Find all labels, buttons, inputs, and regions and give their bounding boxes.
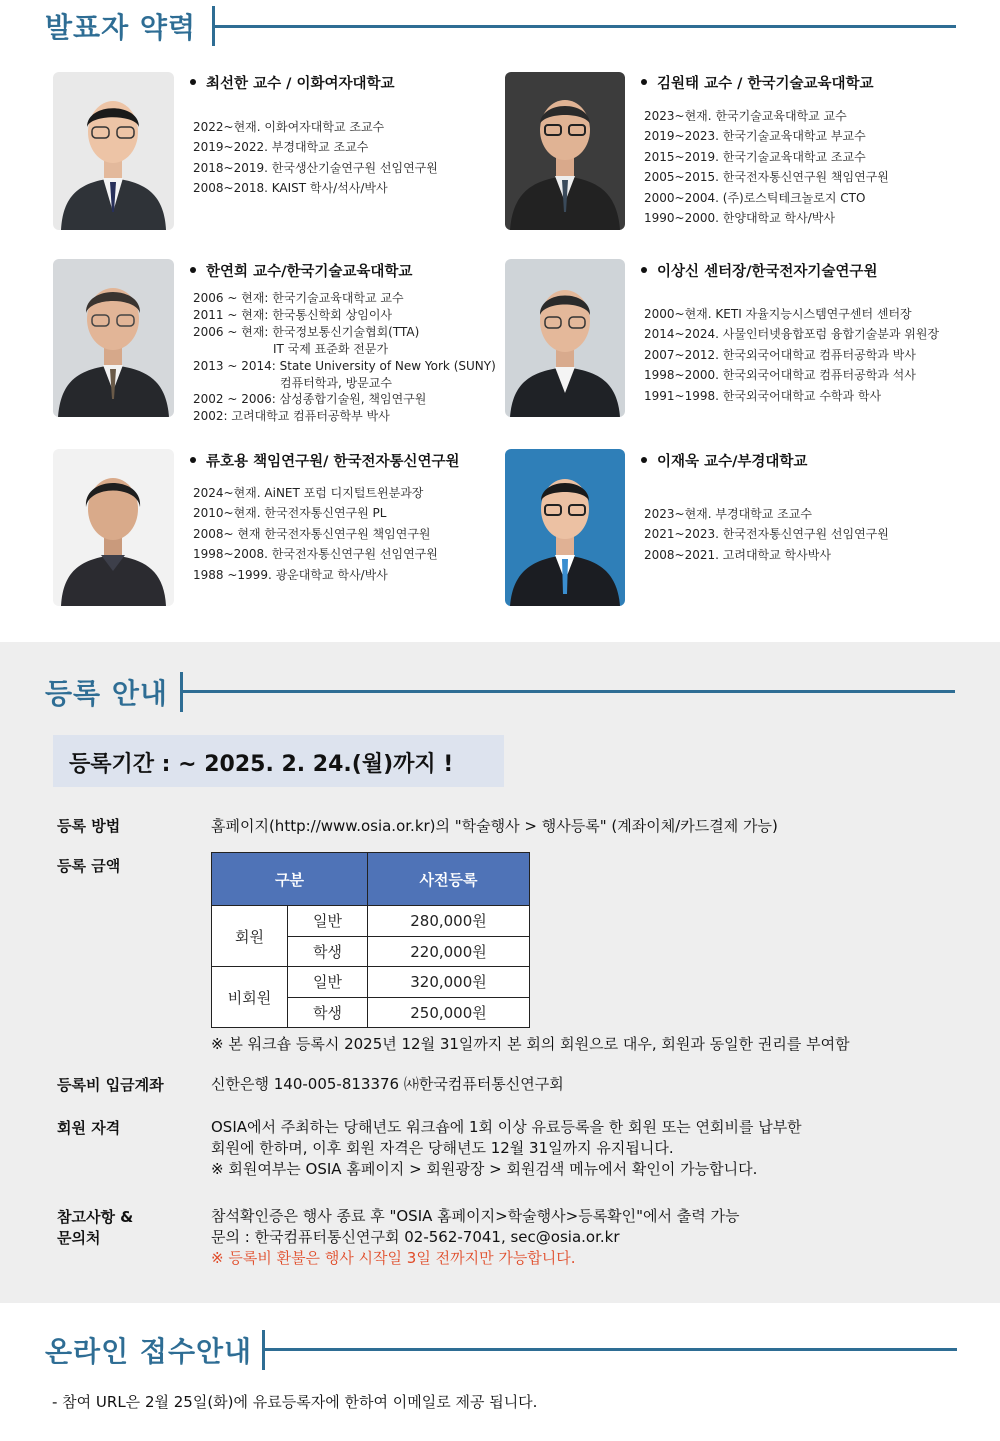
member-label: 회원 자격 xyxy=(57,1119,121,1137)
account-value: 신한은행 140-005-813376 ㈔한국컴퓨터통신연구회 xyxy=(211,1075,564,1093)
fee-table xyxy=(211,852,530,1028)
history-line: 2006 ~ 현재: 한국기술교육대학교 교수 xyxy=(193,291,404,305)
fee-type: 학생 xyxy=(288,997,368,1028)
speaker-history-3 xyxy=(193,290,496,425)
speaker-name-6: 이재욱 교수/부경대학교 xyxy=(641,450,807,471)
fee-price: 220,000원 xyxy=(368,936,530,967)
speaker-photo-4 xyxy=(505,259,625,417)
refund-warning: ※ 등록비 환불은 행사 시작일 3일 전까지만 가능합니다. xyxy=(211,1249,576,1267)
history-line: 2022~현재. 이화여자대학교 조교수 xyxy=(193,120,385,134)
speaker-name-5: 류호용 책임연구원/ 한국전자통신연구원 xyxy=(190,450,460,471)
reference-label-line: 참고사항 & xyxy=(57,1208,134,1226)
fee-price: 320,000원 xyxy=(368,967,530,998)
speaker-photo-5 xyxy=(53,449,174,606)
online-notice: - 참여 URL은 2월 25일(화)에 유료등록자에 한하여 이메일로 제공 됩니다. xyxy=(52,1393,538,1411)
member-line: 회원에 한하며, 이후 회원 자격은 당해년도 12월 31일까지 유지됩니다. xyxy=(211,1139,674,1157)
bullet-icon xyxy=(190,79,196,85)
table-row xyxy=(212,967,530,998)
fee-label: 등록 금액 xyxy=(57,857,121,875)
member-line: OSIA에서 주최하는 당해년도 워크숍에 1회 이상 유료등록을 한 회원 또는 연회비를 납부한 xyxy=(211,1118,802,1136)
history-line: 2019~2023. 한국기술교육대학교 부교수 xyxy=(644,129,866,144)
history-line: 2008~2021. 고려대학교 학사박사 xyxy=(644,547,831,562)
fee-group-member: 회원 xyxy=(212,906,288,967)
table-row xyxy=(212,906,530,937)
fee-type: 학생 xyxy=(288,936,368,967)
speaker-photo-6 xyxy=(505,449,625,606)
fee-table-header xyxy=(212,853,530,906)
history-line: 2008~ 현재 한국전자통신연구원 책임연구원 xyxy=(193,526,431,541)
history-line: 1991~1998. 한국외국어대학교 수학과 학사 xyxy=(644,388,882,403)
history-line: 2002 ~ 2006: 삼성종합기술원, 책임연구원 xyxy=(193,392,427,407)
history-line: 1988 ~1999. 광운대학교 학사/박사 xyxy=(193,567,388,582)
registration-section-title: 등록 안내 xyxy=(45,677,168,710)
fee-note: ※ 본 워크숍 등록시 2025년 12월 31일까지 본 회의 회원으로 대우, 회원과 동일한 권리를 부여함 xyxy=(211,1035,850,1053)
fee-header-early: 사전등록 xyxy=(368,853,530,906)
speaker-name-2: 김원태 교수 / 한국기술교육대학교 xyxy=(641,72,874,93)
speakers-title-line xyxy=(212,25,956,28)
history-line: 2011 ~ 현재: 한국통신학회 상임이사 xyxy=(193,307,392,322)
online-title-line xyxy=(262,1348,957,1351)
fee-price: 250,000원 xyxy=(368,997,530,1028)
account-label: 등록비 입금계좌 xyxy=(57,1076,164,1094)
speaker-photo-3 xyxy=(53,259,174,417)
fee-header-category: 구분 xyxy=(212,853,368,906)
history-line: 2010~현재. 한국전자통신연구원 PL xyxy=(193,506,387,521)
registration-title-line xyxy=(180,690,955,693)
history-line: 2014~2024. 사물인터넷융합포럼 융합기술분과 위원장 xyxy=(644,327,940,342)
history-line: 2006 ~ 현재: 한국정보통신기술협회(TTA) xyxy=(193,324,420,339)
speaker-history-1 xyxy=(193,117,438,199)
speaker-name-3: 한연희 교수/한국기술교육대학교 xyxy=(190,260,412,281)
history-line: 1990~2000. 한양대학교 학사/박사 xyxy=(644,211,835,226)
reference-label-line: 문의처 xyxy=(57,1229,101,1247)
history-line: 2015~2019. 한국기술교육대학교 조교수 xyxy=(644,149,866,164)
registration-period: 등록기간 : ~ 2025. 2. 24.(월)까지 ! xyxy=(69,752,454,777)
bullet-icon xyxy=(190,457,196,463)
history-line: 2005~2015. 한국전자통신연구원 책임연구원 xyxy=(644,170,889,185)
fee-group-nonmember: 비회원 xyxy=(212,967,288,1028)
speaker-history-2 xyxy=(644,106,889,228)
online-section-title: 온라인 접수안내 xyxy=(45,1335,253,1368)
reference-line: 문의 : 한국컴퓨터통신연구회 02-562-7041, sec@osia.or.kr xyxy=(211,1228,620,1246)
history-line: 2007~2012. 한국외국어대학교 컴퓨터공학과 박사 xyxy=(644,347,916,362)
history-line: 2000~현재. KETI 자율지능시스템연구센터 센터장 xyxy=(644,307,912,321)
speakers-section-title: 발표자 약력 xyxy=(45,11,196,44)
method-value: 홈페이지(http://www.osia.or.kr)의 "학술행사 > 행사등록" (계좌이체/카드결제 가능) xyxy=(211,817,778,835)
history-line: 컴퓨터학과, 방문교수 xyxy=(280,375,392,390)
speaker-name-4: 이상신 센터장/한국전자기술연구원 xyxy=(641,260,877,281)
fee-price: 280,000원 xyxy=(368,906,530,937)
registration-period-box xyxy=(53,735,504,787)
speaker-history-6 xyxy=(644,504,889,565)
history-line: 1998~2008. 한국전자통신연구원 선임연구원 xyxy=(193,547,438,562)
speaker-photo-2 xyxy=(505,72,625,230)
method-label: 등록 방법 xyxy=(57,817,121,835)
speaker-history-5 xyxy=(193,483,438,585)
bullet-icon xyxy=(641,79,647,85)
history-line: 2024~현재. AiNET 포럼 디지털트윈분과장 xyxy=(193,486,424,500)
bullet-icon xyxy=(641,457,647,463)
fee-type: 일반 xyxy=(288,906,368,937)
member-line: ※ 회원여부는 OSIA 홈페이지 > 회원광장 > 회원검색 메뉴에서 확인이 가능합니다. xyxy=(211,1160,758,1178)
bullet-icon xyxy=(190,267,196,273)
speaker-history-4 xyxy=(644,304,939,406)
history-line: IT 국제 표준화 전문가 xyxy=(273,341,389,356)
history-line: 2018~2019. 한국생산기술연구원 선임연구원 xyxy=(193,160,438,175)
member-value xyxy=(211,1117,802,1180)
history-line: 2013 ~ 2014: State University of New York (SUNY) xyxy=(193,358,496,373)
history-line: 2021~2023. 한국전자통신연구원 선임연구원 xyxy=(644,527,889,542)
reference-label xyxy=(57,1207,133,1249)
reference-line: 참석확인증은 행사 종료 후 "OSIA 홈페이지>학술행사>등록확인"에서 출력 가능 xyxy=(211,1207,740,1225)
history-line: 2002: 고려대학교 컴퓨터공학부 박사 xyxy=(193,409,390,424)
history-line: 2019~2022. 부경대학교 조교수 xyxy=(193,140,369,155)
history-line: 2000~2004. (주)로스틱테크놀로지 CTO xyxy=(644,190,866,205)
bullet-icon xyxy=(641,267,647,273)
fee-type: 일반 xyxy=(288,967,368,998)
history-line: 1998~2000. 한국외국어대학교 컴퓨터공학과 석사 xyxy=(644,368,916,383)
history-line: 2023~현재. 한국기술교육대학교 교수 xyxy=(644,109,847,123)
reference-value xyxy=(211,1206,740,1269)
speaker-photo-1 xyxy=(53,72,174,230)
history-line: 2008~2018. KAIST 학사/석사/박사 xyxy=(193,181,388,196)
speaker-name-1: 최선한 교수 / 이화여자대학교 xyxy=(190,72,395,93)
history-line: 2023~현재. 부경대학교 조교수 xyxy=(644,507,812,521)
